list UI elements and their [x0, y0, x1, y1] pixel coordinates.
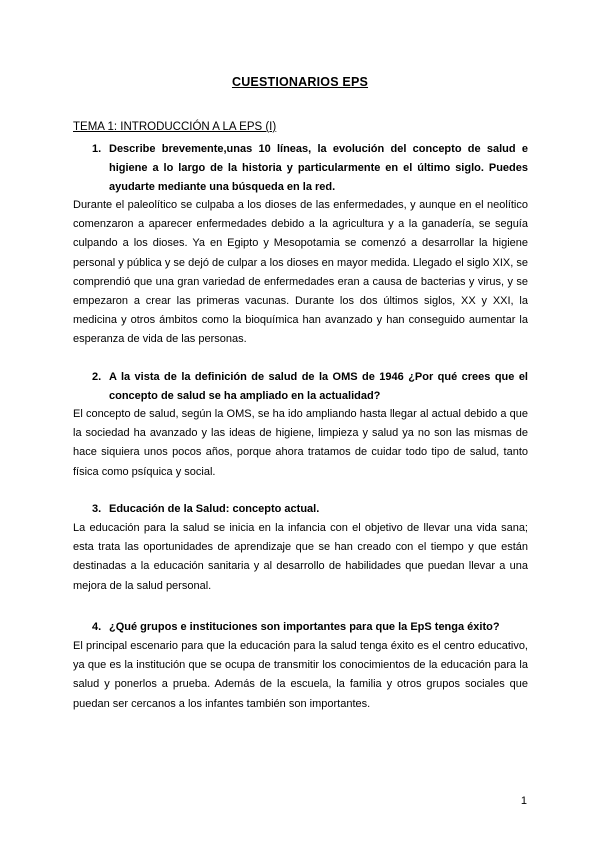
answer-3: La educación para la salud se inicia en la infancia con el objetivo de llevar una vida sana; esta trata las oportunidades de aprendizaje que se han creado con el tiempo y que están destinadas a la educación sanitaria y al desarrollo de habilidades que puedan llevar a una mejora de la salud personal.	[73, 522, 528, 592]
question-text: Educación de la Salud: concepto actual.	[109, 503, 320, 515]
page-number: 1	[520, 795, 527, 807]
topic-heading: TEMA 1: INTRODUCCIÓN A LA EPS (I)	[73, 121, 277, 133]
answer-2: El concepto de salud, según la OMS, se ha ido ampliando hasta llegar al actual debido a que la sociedad ha avanzado y las ideas de higiene, limpieza y salud ya no son las mismas de hace siquiera unos pocos años, porque ahora tratamos de cuidar todo tipo de salud, tanto física como psíquica y social.	[73, 408, 528, 478]
question-text: Describe brevemente,unas 10 líneas, la evolución del concepto de salud e higiene a lo largo de la historia y particularmente en el último siglo. Puedes ayudarte mediante una búsqueda en la red.	[109, 143, 528, 193]
document-title: CUESTIONARIOS EPS	[231, 75, 369, 89]
question-4	[92, 618, 528, 637]
question-3	[92, 500, 528, 519]
question-text: ¿Qué grupos e instituciones son importantes para que la EpS tenga éxito?	[109, 621, 500, 633]
question-number: 4.	[92, 621, 102, 633]
question-2	[92, 368, 528, 406]
question-text: A la vista de la definición de salud de la OMS de 1946 ¿Por qué crees que el concepto de salud se ha ampliado en la actualidad?	[109, 371, 528, 402]
question-number: 1.	[92, 143, 102, 155]
question-1	[92, 140, 528, 197]
answer-4: El principal escenario para que la educación para la salud tenga éxito es el centro educativo, ya que es la institución que se ocupa de transmitir los conocimientos de la educación para la salud y ponerlos a prueba. Además de la escuela, la familia y otros grupos sociales que puedan ser cercanos a los infantes también son importantes.	[73, 640, 528, 710]
question-number: 2.	[92, 371, 102, 383]
question-number: 3.	[92, 503, 102, 515]
answer-1: Durante el paleolítico se culpaba a los dioses de las enfermedades, y aunque en el neolítico comenzaron a aparecer enfermedades debido a la agricultura y a la ganadería, se seguía culpando a los dioses. Ya en Egipto y Mesopotamia se comenzó a desarrollar la higiene personal y pública y se dejó de culpar a los dioses en mayor medida. Llegado el siglo XIX, se comprendió que una gran variedad de enfermedades eran a causa de bacterias y virus, y se empezaron a crear las primeras vacunas. Durante los dos últimos siglos, XX y XXI, la medicina y otros ámbitos como la bioquímica han avanzado y han conseguido aumentar la esperanza de vida de las personas.	[73, 199, 528, 346]
